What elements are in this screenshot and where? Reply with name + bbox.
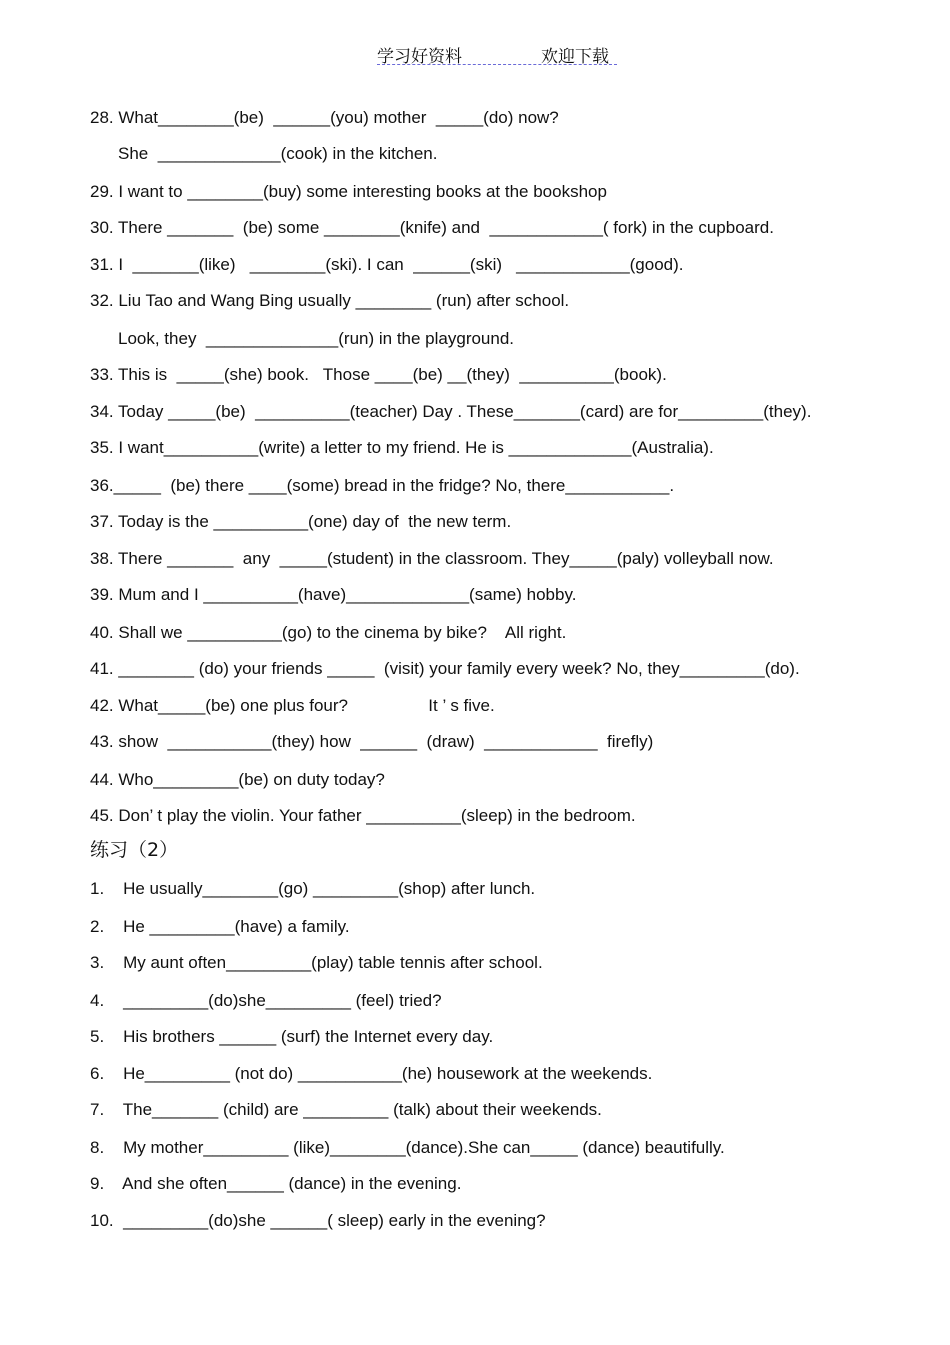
exercise-line-30: 30. There _______ (be) some ________(knife) and ____________( fork) in the cupboard. (90, 218, 774, 237)
exercise-line-32-cont: Look, they ______________(run) in the playground. (118, 329, 515, 348)
practice2-line-4: 4. _________(do)she_________ (feel) tried? (90, 991, 442, 1010)
exercise-line-42: 42. What_____(be) one plus four? It ’ s five. (90, 696, 495, 715)
practice2-line-2: 2. He _________(have) a family. (90, 917, 350, 936)
exercise-line-33: 33. This is _____(she) book. Those ____(be) __(they) __________(book). (90, 365, 667, 384)
exercise-line-28-cont: She _____________(cook) in the kitchen. (118, 144, 438, 163)
practice2-line-9: 9. And she often______ (dance) in the evening. (90, 1174, 462, 1193)
practice2-line-1: 1. He usually________(go) _________(shop) after lunch. (90, 879, 536, 898)
practice2-line-6: 6. He_________ (not do) ___________(he) housework at the weekends. (90, 1064, 653, 1083)
header-right-text: 欢迎下载 (541, 47, 609, 67)
exercise-line-32: 32. Liu Tao and Wang Bing usually ________ (run) after school. (90, 291, 570, 310)
header-dashed-rule (377, 64, 617, 65)
practice2-line-8: 8. My mother_________ (like)________(dance).She can_____ (dance) beautifully. (90, 1138, 725, 1157)
exercise-line-37: 37. Today is the __________(one) day of the new term. (90, 512, 512, 531)
exercise-line-39: 39. Mum and I __________(have)_____________(same) hobby. (90, 585, 577, 604)
practice2-line-10: 10. _________(do)she ______( sleep) early in the evening? (90, 1211, 546, 1230)
practice2-line-3: 3. My aunt often_________(play) table tennis after school. (90, 953, 543, 972)
page-header (0, 40, 950, 70)
exercise-line-41: 41. ________ (do) your friends _____ (visit) your family every week? No, they_________(do). (90, 659, 800, 678)
header-left-text: 学习好资料 (377, 47, 462, 67)
exercise-line-31: 31. I _______(like) ________(ski). I can ______(ski) ____________(good). (90, 255, 684, 274)
exercise-line-43: 43. show ___________(they) how ______ (draw) ____________ firefly) (90, 732, 654, 751)
exercise-line-40: 40. Shall we __________(go) to the cinema by bike? All right. (90, 623, 567, 642)
practice2-line-5: 5. His brothers ______ (surf) the Internet every day. (90, 1027, 494, 1046)
section-title-practice-2: 练习（2） (90, 839, 179, 861)
exercise-line-34: 34. Today _____(be) __________(teacher) Day . These_______(card) are for_________(they). (90, 402, 812, 421)
exercise-line-29: 29. I want to ________(buy) some interesting books at the bookshop (90, 182, 607, 201)
exercise-line-44: 44. Who_________(be) on duty today? (90, 770, 385, 789)
exercise-line-28: 28. What________(be) ______(you) mother _____(do) now? (90, 108, 559, 127)
exercise-line-38: 38. There _______ any _____(student) in the classroom. They_____(paly) volleyball now. (90, 549, 774, 568)
exercise-line-36: 36._____ (be) there ____(some) bread in the fridge? No, there___________. (90, 476, 675, 495)
exercise-line-45: 45. Don’ t play the violin. Your father __________(sleep) in the bedroom. (90, 806, 636, 825)
exercise-line-35: 35. I want__________(write) a letter to my friend. He is _____________(Australia). (90, 438, 714, 457)
practice2-line-7: 7. The_______ (child) are _________ (talk) about their weekends. (90, 1100, 602, 1119)
